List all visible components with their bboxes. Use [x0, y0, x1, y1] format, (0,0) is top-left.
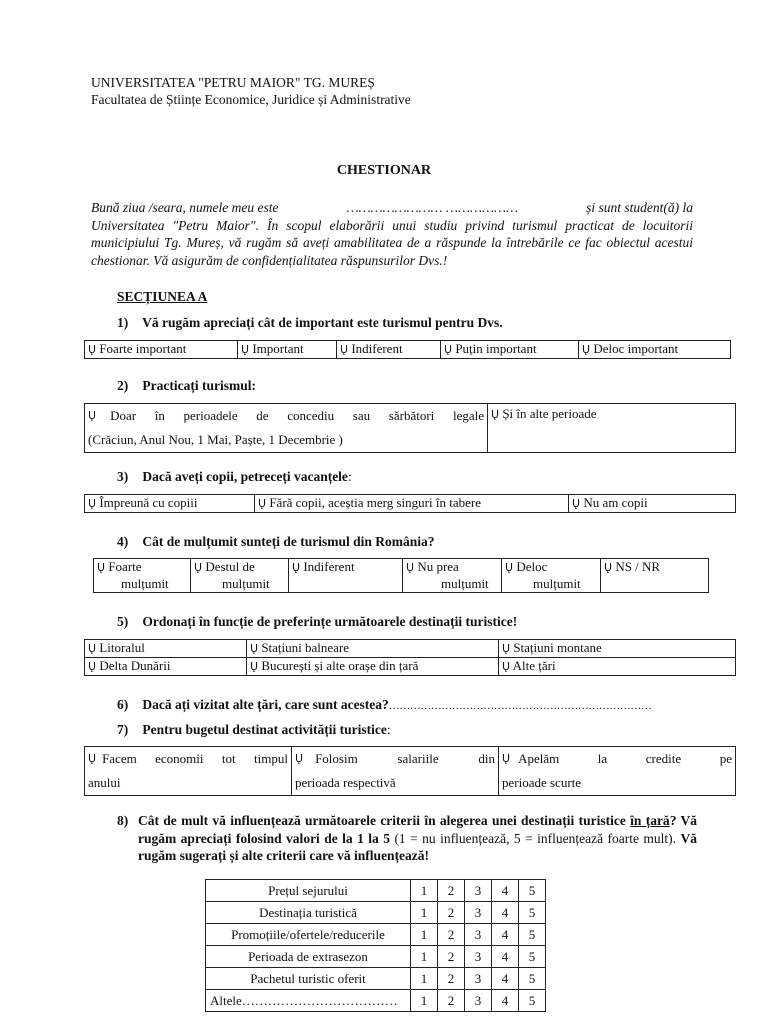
- option-cell[interactable]: Ų Alte țări: [499, 658, 736, 676]
- section-heading: SECȚIUNEA A: [117, 289, 208, 304]
- option-cell[interactable]: Ų Și în alte perioade: [488, 404, 736, 453]
- rating-option[interactable]: 2: [438, 990, 465, 1012]
- question-text: Vă rugăm apreciați cât de important este turismul pentru Dvs.: [142, 315, 503, 330]
- name-blank[interactable]: …………………… ………………: [346, 200, 519, 215]
- answer-blank[interactable]: …………………………………………………………………: [388, 700, 652, 712]
- question-number: 8): [117, 813, 129, 828]
- checkbox-icon[interactable]: Ų: [88, 752, 97, 765]
- option-cell[interactable]: Ų Important: [238, 341, 337, 359]
- rating-option[interactable]: 1: [411, 990, 438, 1012]
- option-cell[interactable]: Ų Facem economii tot timpul anului: [85, 747, 292, 796]
- question-number: 5): [117, 614, 129, 629]
- document-title: CHESTIONAR: [336, 163, 432, 178]
- question-3: 3) Dacă aveți copii, petreceți vacanțele:: [117, 469, 352, 484]
- option-cell[interactable]: Ų Doar în perioadele de concediu sau sărbători legale (Crăciun, Anul Nou, 1 Mai, Paște, 1 Decembrie ): [85, 404, 488, 453]
- checkbox-icon[interactable]: Ų: [250, 642, 259, 655]
- checkbox-icon[interactable]: Ų: [88, 409, 97, 422]
- rating-option[interactable]: 1: [411, 902, 438, 924]
- rating-option[interactable]: 3: [465, 968, 492, 990]
- option-cell[interactable]: Ų Foarte important: [85, 341, 238, 359]
- option-cell[interactable]: Ų Indiferent: [289, 559, 403, 593]
- option-cell[interactable]: Ų Fără copii, aceștia merg singuri în tabere: [255, 495, 569, 513]
- criterion-label: Altele………………………………: [206, 990, 411, 1012]
- question-text: Dacă ați vizitat alte țări, care sunt acestea?: [142, 697, 389, 712]
- rating-option[interactable]: 3: [465, 924, 492, 946]
- checkbox-icon[interactable]: Ų: [502, 660, 511, 673]
- rating-option[interactable]: 2: [438, 880, 465, 902]
- checkbox-icon[interactable]: Ų: [505, 561, 514, 574]
- rating-option[interactable]: 1: [411, 946, 438, 968]
- checkbox-icon[interactable]: Ų: [250, 660, 259, 673]
- checkbox-icon[interactable]: Ų: [340, 343, 349, 356]
- document-header: [91, 74, 411, 108]
- intro-student: și sunt student(ă) la: [586, 200, 693, 215]
- question-8: [117, 812, 697, 865]
- q2-options: [84, 403, 736, 453]
- option-cell[interactable]: Ų Stațiuni balneare: [247, 640, 499, 658]
- criteria-row: [206, 924, 546, 946]
- question-5: [117, 614, 517, 630]
- criterion-label: Promoțiile/ofertele/reducerile: [206, 924, 411, 946]
- checkbox-icon[interactable]: Ų: [88, 343, 97, 356]
- intro-greeting: Bună ziua /seara, numele meu este: [91, 200, 279, 215]
- criterion-label: Destinația turistică: [206, 902, 411, 924]
- question-1: [117, 315, 503, 331]
- rating-option[interactable]: 3: [465, 990, 492, 1012]
- rating-option[interactable]: 3: [465, 902, 492, 924]
- criterion-label: Prețul sejurului: [206, 880, 411, 902]
- checkbox-icon[interactable]: Ų: [502, 642, 511, 655]
- rating-option[interactable]: 1: [411, 924, 438, 946]
- question-text: Cât de mult vă influențează următoarele criterii în alegerea unei destinații turistice în țară? Vă rugăm apreciați folosind valori de la 1 la 5 (1 = nu influențează, 5 = influențează foarte mult). Vă rugăm sugerați și alte criterii care vă influențează!: [138, 813, 698, 863]
- rating-option[interactable]: 5: [519, 968, 546, 990]
- rating-option[interactable]: 5: [519, 924, 546, 946]
- q4-options: [93, 558, 709, 593]
- criteria-rating-table: [205, 879, 546, 1012]
- question-text: Pentru bugetul destinat activității turistice: [142, 722, 387, 737]
- question-text: Ordonați în funcție de preferințe următoarele destinații turistice!: [142, 614, 518, 629]
- rating-option[interactable]: 3: [465, 880, 492, 902]
- checkbox-icon[interactable]: Ų: [444, 343, 453, 356]
- option-cell[interactable]: Ų Deloc mulțumit: [502, 559, 601, 593]
- rating-option[interactable]: 4: [492, 946, 519, 968]
- q1-options: [84, 340, 731, 359]
- rating-option[interactable]: 2: [438, 968, 465, 990]
- rating-option[interactable]: 1: [411, 968, 438, 990]
- question-6: [117, 697, 651, 713]
- option-cell[interactable]: Ų București și alte orașe din țară: [247, 658, 499, 676]
- q7-options: [84, 746, 736, 796]
- checkbox-icon[interactable]: Ų: [572, 497, 581, 510]
- criteria-row: [206, 880, 546, 902]
- option-cell[interactable]: Ų Puțin important: [441, 341, 579, 359]
- rating-option[interactable]: 2: [438, 924, 465, 946]
- question-7: 7) Pentru bugetul destinat activității turistice:: [117, 722, 391, 737]
- option-cell[interactable]: Ų Litoralul: [85, 640, 247, 658]
- checkbox-icon[interactable]: Ų: [604, 561, 613, 574]
- checkbox-icon[interactable]: Ų: [88, 497, 97, 510]
- rating-option[interactable]: 2: [438, 946, 465, 968]
- checkbox-icon[interactable]: Ų: [491, 408, 500, 421]
- option-cell[interactable]: Ų Indiferent: [337, 341, 441, 359]
- option-cell[interactable]: Ų Destul de mulțumit: [191, 559, 289, 593]
- criteria-row: [206, 902, 546, 924]
- option-cell[interactable]: Ų Nu am copii: [569, 495, 736, 513]
- rating-option[interactable]: 5: [519, 946, 546, 968]
- checkbox-icon[interactable]: Ų: [97, 561, 106, 574]
- criteria-row: [206, 968, 546, 990]
- question-text: Practicați turismul:: [142, 378, 256, 393]
- checkbox-icon[interactable]: Ų: [292, 561, 301, 574]
- option-cell[interactable]: Ų Apelăm la credite pe perioade scurte: [499, 747, 736, 796]
- criteria-row: [206, 990, 546, 1012]
- checkbox-icon[interactable]: Ų: [295, 752, 304, 765]
- checkbox-icon[interactable]: Ų: [406, 561, 415, 574]
- question-text: Dacă aveți copii, petreceți vacanțele: [142, 469, 348, 484]
- question-number: 2): [117, 378, 129, 393]
- rating-option[interactable]: 4: [492, 880, 519, 902]
- rating-option[interactable]: 5: [519, 990, 546, 1012]
- question-2: [117, 378, 256, 394]
- criteria-row: [206, 946, 546, 968]
- checkbox-icon[interactable]: Ų: [502, 752, 511, 765]
- option-cell[interactable]: Ų Stațiuni montane: [499, 640, 736, 658]
- intro-body: Universitatea "Petru Maior". În scopul elaborării unui studiu privind turismul practicat de locuitorii municipiului Tg. Mureș, vă rugăm să aveți amabilitatea de a răspunde la întrebările ce fac obiectul acestui chestionar. Vă asigurăm de confidențialitatea răspunsurilor Dvs.!: [91, 217, 693, 268]
- checkbox-icon[interactable]: Ų: [258, 497, 267, 510]
- option-cell[interactable]: Ų NS / NR: [601, 559, 709, 593]
- rating-option[interactable]: 4: [492, 902, 519, 924]
- faculty-name: Facultatea de Științe Economice, Juridice și Administrative: [91, 92, 411, 107]
- option-cell[interactable]: Ų Foarte mulțumit: [94, 559, 191, 593]
- rating-option[interactable]: 4: [492, 990, 519, 1012]
- rating-option[interactable]: 4: [492, 924, 519, 946]
- option-cell[interactable]: Ų Deloc important: [579, 341, 731, 359]
- question-number: 1): [117, 315, 129, 330]
- rating-option[interactable]: 5: [519, 902, 546, 924]
- question-number: 6): [117, 697, 129, 712]
- option-cell[interactable]: Ų Nu prea mulțumit: [403, 559, 502, 593]
- checkbox-icon[interactable]: Ų: [88, 660, 97, 673]
- question-number: 4): [117, 534, 129, 549]
- criterion-label: Pachetul turistic oferit: [206, 968, 411, 990]
- q5-options: [84, 639, 736, 676]
- question-number: 7): [117, 722, 129, 737]
- rating-option[interactable]: 3: [465, 946, 492, 968]
- question-number: 3): [117, 469, 129, 484]
- university-name: UNIVERSITATEA "PETRU MAIOR" TG. MUREȘ: [91, 75, 375, 90]
- intro-paragraph: [91, 199, 693, 269]
- option-cell[interactable]: Ų Împreună cu copiii: [85, 495, 255, 513]
- option-cell[interactable]: Ų Delta Dunării: [85, 658, 247, 676]
- rating-option[interactable]: 2: [438, 902, 465, 924]
- q3-options: [84, 494, 736, 513]
- rating-option[interactable]: 4: [492, 968, 519, 990]
- rating-option[interactable]: 1: [411, 880, 438, 902]
- question-4: [117, 534, 435, 550]
- checkbox-icon[interactable]: Ų: [582, 343, 591, 356]
- option-cell[interactable]: Ų Folosim salariile din perioada respectivă: [292, 747, 499, 796]
- question-text: Cât de mulțumit sunteți de turismul din România?: [142, 534, 435, 549]
- criterion-label: Perioada de extrasezon: [206, 946, 411, 968]
- checkbox-icon[interactable]: Ų: [194, 561, 203, 574]
- checkbox-icon[interactable]: Ų: [241, 343, 250, 356]
- rating-option[interactable]: 5: [519, 880, 546, 902]
- checkbox-icon[interactable]: Ų: [88, 642, 97, 655]
